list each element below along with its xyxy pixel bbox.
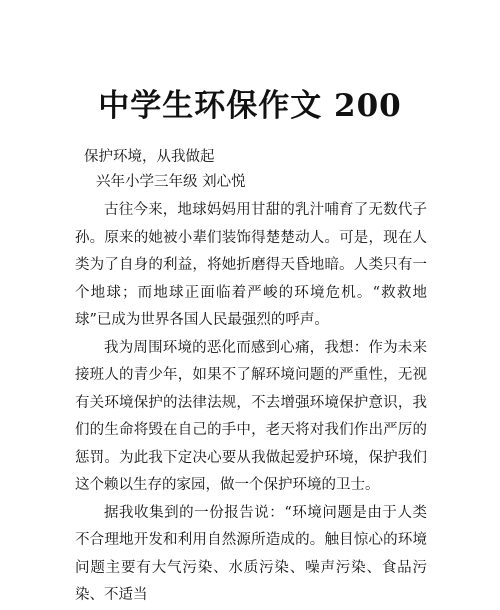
essay-heading: 保护环境，从我做起 — [84, 149, 215, 165]
paragraph: 据我收集到的一份报告说：“环境问题是由于人类不合理地开发和利用自然源所造成的。触目惊心的环境问题主要有大气污染、水质污染、噪声污染、食品污染、不适当 — [75, 504, 427, 603]
document-title: 中学生环保作文 200 — [98, 88, 402, 124]
paragraph: 古往今来，地球妈妈用甘甜的乳汁哺育了无数代子孙。原来的她被小辈们装饰得楚楚动人。可是，现在人类为了自身的利益，将她折磨得天昏地暗。人类只有一个地球；而地球正面临着严峻的环境危机。“救救地球”已成为世界各国人民最强烈的呼声。 — [75, 202, 427, 328]
author-line: 兴年小学三年级 刘心悦 — [96, 174, 246, 190]
paragraph: 我为周围环境的恶化而感到心痛，我想：作为未来接班人的青少年，如果不了解环境问题的严重性，无视有关环境保护的法律法规，不去增强环境保护意识，我们的生命将毁在自己的手中，老天将对我们作出严厉的惩罚。为此我下定决心要从我做起爱护环境，保护我们这个赖以生存的家园，做一个保护环境的卫士。 — [75, 339, 427, 493]
essay-body — [75, 197, 427, 610]
